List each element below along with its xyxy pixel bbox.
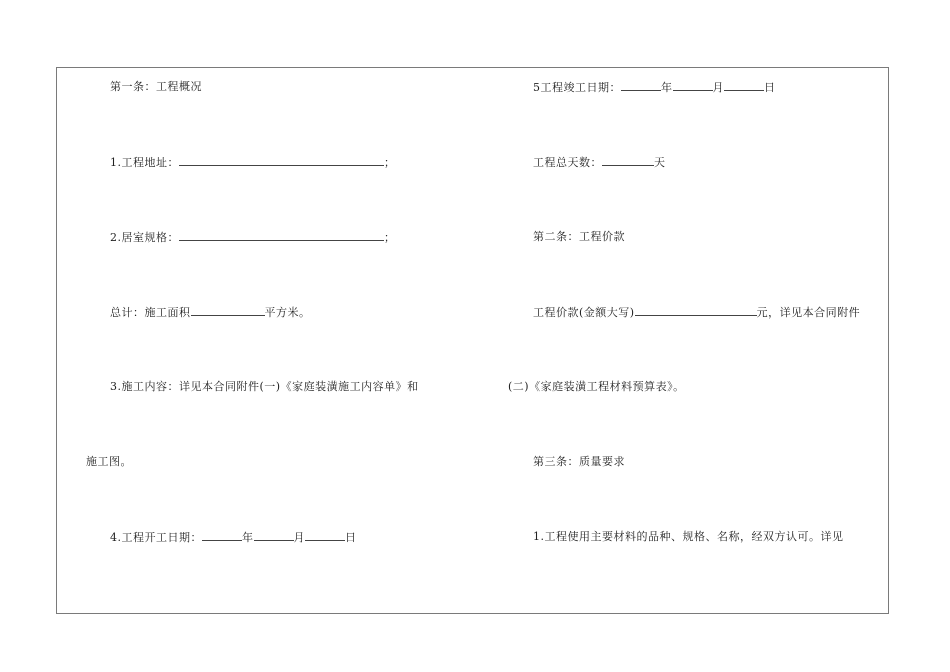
room-spec-blank[interactable] [179,230,384,241]
start-day-label: 日 [345,531,357,544]
project-price-label: 工程价款(金额大写) [533,306,635,319]
construction-area-unit: 平方米。 [264,306,311,319]
project-price-line [533,305,860,320]
construction-area-line [110,305,311,320]
end-day-label: 日 [764,81,776,94]
construction-content: 3.施工内容：详见本合同附件(一)《家庭装潢施工内容单》和 [110,380,419,393]
project-price-continued: (二)《家庭装潢工程材料预算表》。 [508,380,685,393]
start-month-label: 月 [293,531,305,544]
project-address-end: ； [384,156,396,169]
start-year-label: 年 [242,531,254,544]
end-year-blank[interactable] [621,80,661,91]
total-days-unit: 天 [654,156,666,169]
room-spec-line [110,230,396,245]
room-spec-label: 2.居室规格： [110,231,179,244]
article-2-title: 第二条：工程价款 [533,230,625,243]
room-spec-end: ； [384,231,396,244]
end-date-label: 5工程竣工日期： [533,81,621,94]
start-month-blank[interactable] [254,530,294,541]
start-day-blank[interactable] [305,530,345,541]
article-3-title: 第三条：质量要求 [533,455,625,468]
start-date-line [110,530,357,545]
project-address-label: 1.工程地址： [110,156,179,169]
article-1-title: 第一条：工程概况 [110,80,202,93]
end-date-line [533,80,776,95]
total-days-blank[interactable] [602,155,654,166]
end-month-label: 月 [712,81,724,94]
project-address-blank[interactable] [179,155,384,166]
end-day-blank[interactable] [724,80,764,91]
end-year-label: 年 [661,81,673,94]
quality-requirement-1: 1.工程使用主要材料的品种、规格、名称，经双方认可。详见 [533,530,844,543]
project-price-tail: 元，详见本合同附件 [756,306,861,319]
construction-area-blank[interactable] [191,305,265,316]
start-year-blank[interactable] [202,530,242,541]
construction-area-label: 总计：施工面积 [110,306,191,319]
project-address-line [110,155,396,170]
total-days-label: 工程总天数： [533,156,602,169]
end-month-blank[interactable] [673,80,713,91]
project-price-blank[interactable] [635,305,757,316]
start-date-label: 4.工程开工日期： [110,531,202,544]
construction-content-continued: 施工图。 [86,455,132,468]
total-days-line [533,155,666,170]
